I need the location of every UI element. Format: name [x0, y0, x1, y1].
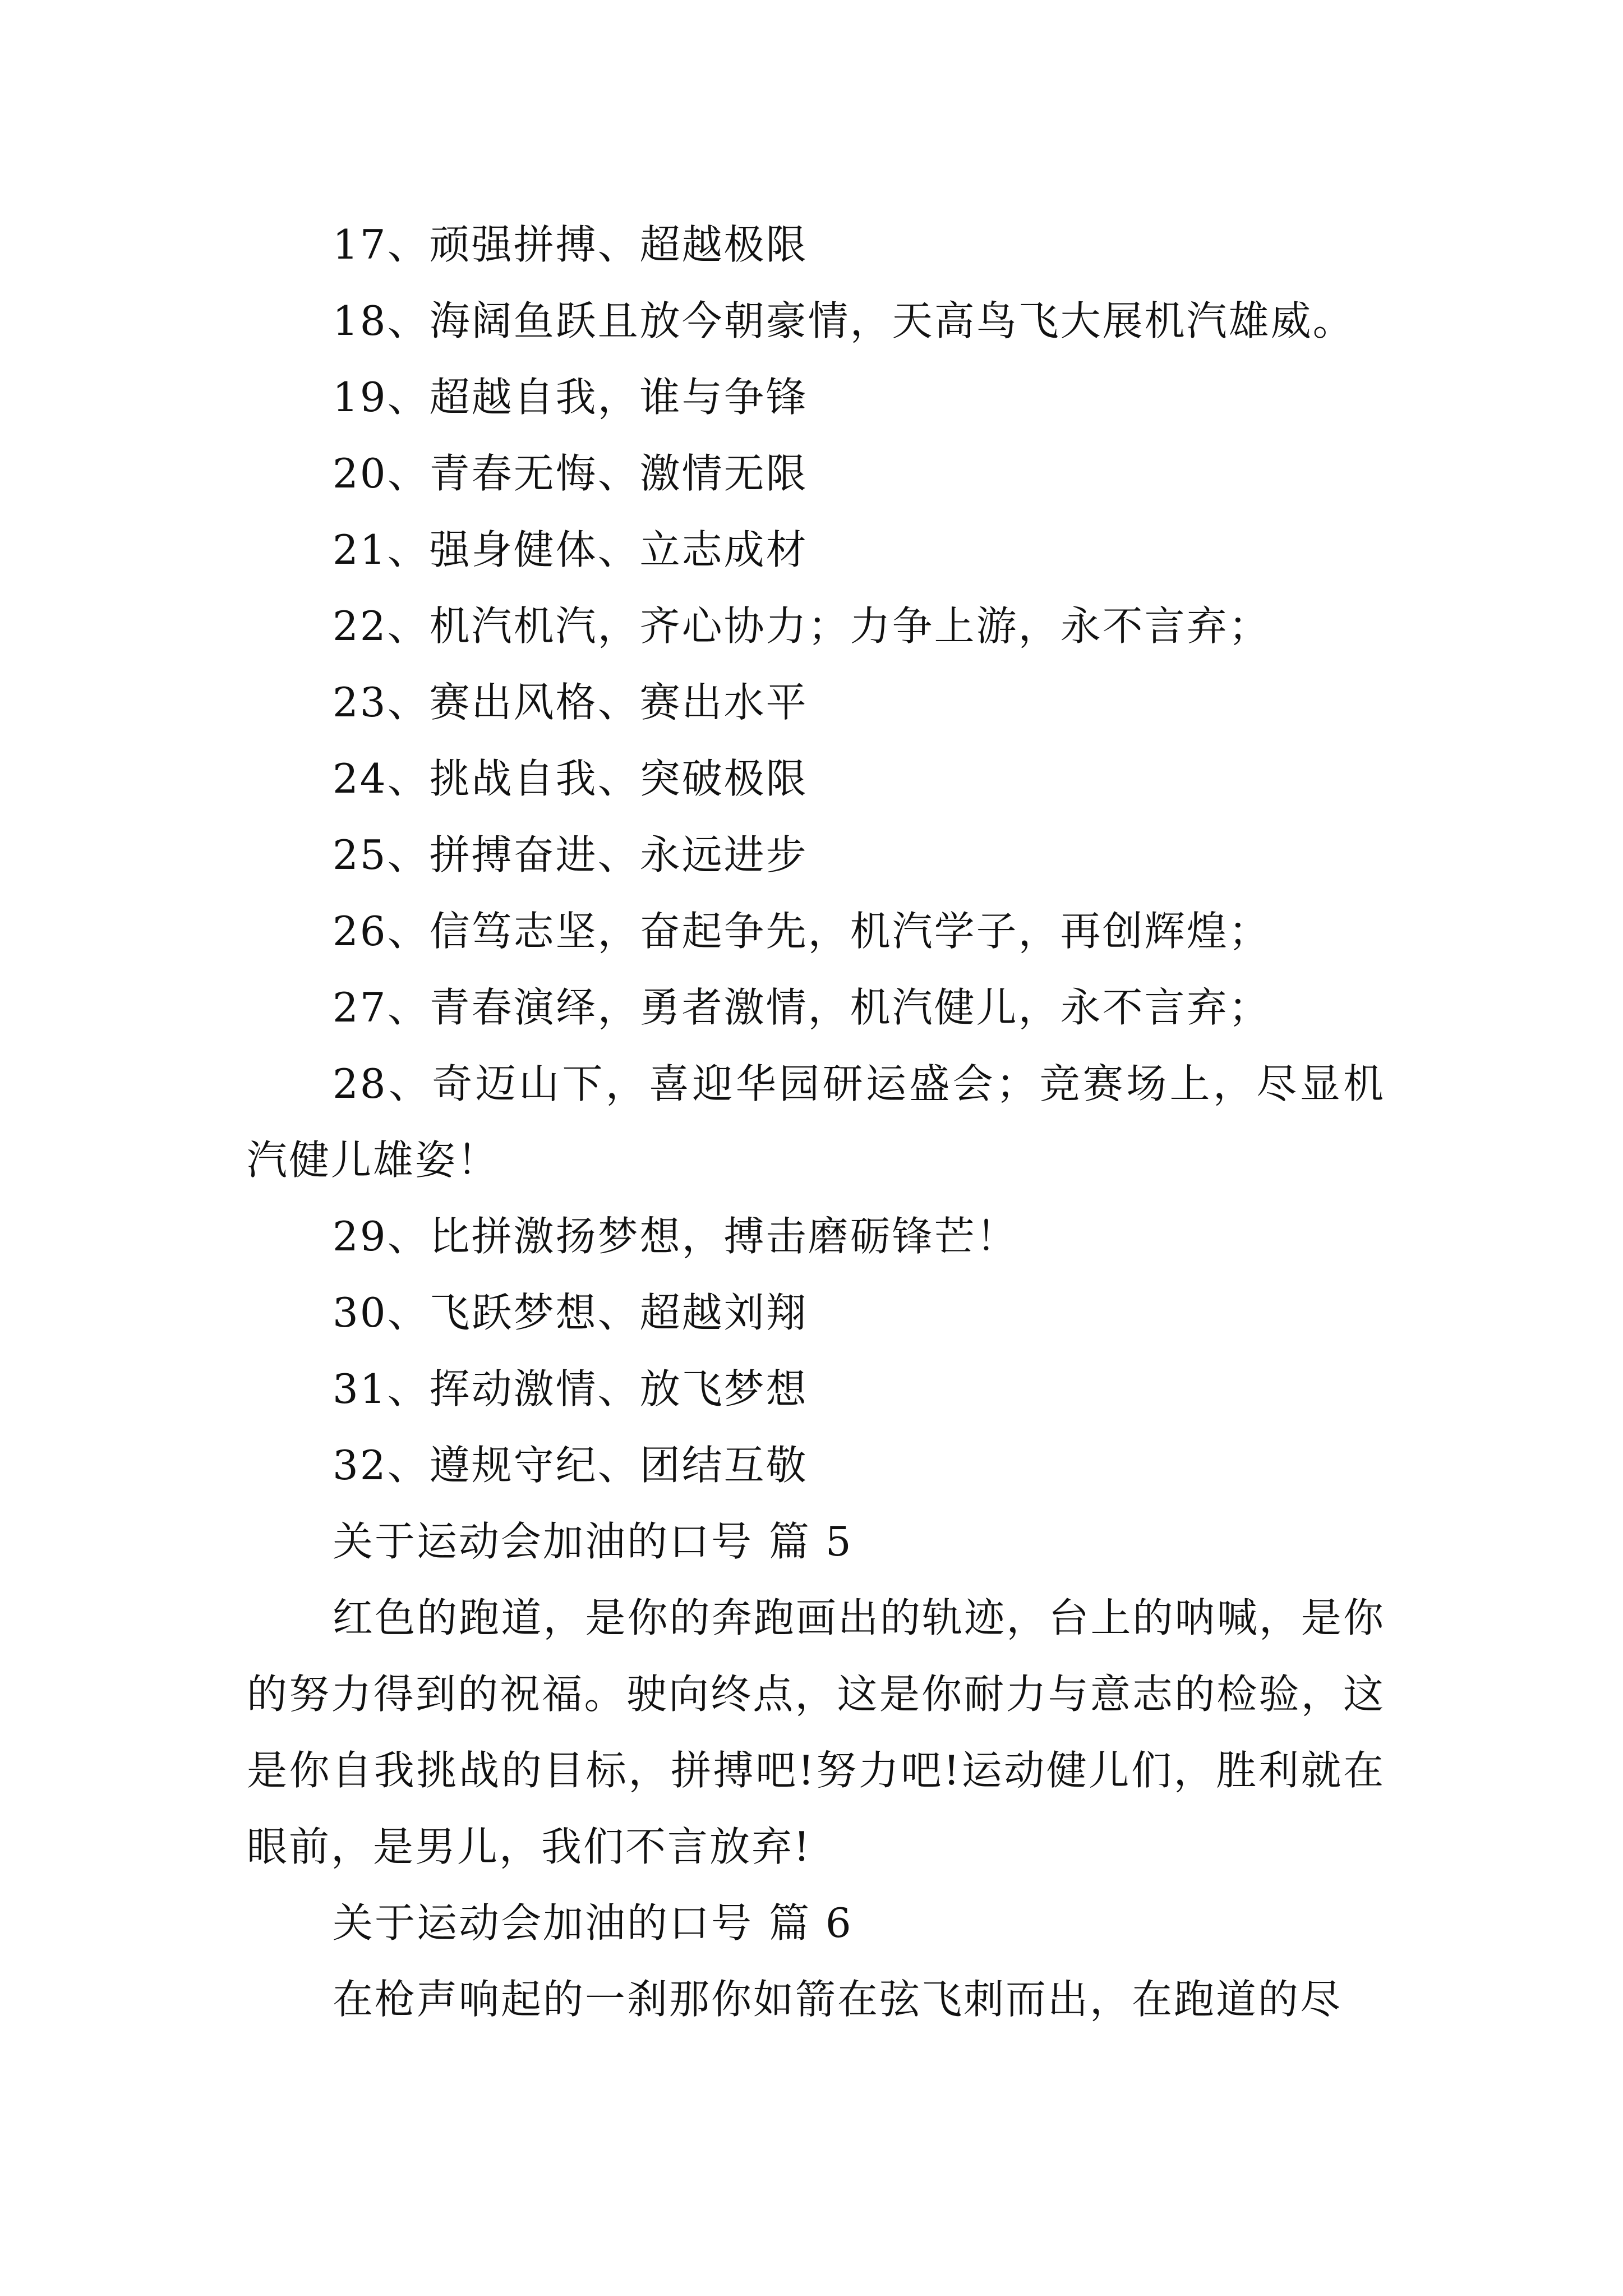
slogan-item-25: 25、拼搏奋进、永远进步	[333, 831, 808, 878]
slogan-item-29: 29、比拼激扬梦想，搏击磨砺锋芒！	[333, 1213, 1018, 1260]
section-5-heading	[247, 1503, 1385, 1580]
slogan-item-24: 24、挑战自我、突破极限	[333, 755, 808, 802]
slogan-item-30: 30、飞跃梦想、超越刘翔	[333, 1289, 808, 1336]
section-6-title: 关于运动会加油的口号	[333, 1899, 754, 1947]
slogan-item-21: 21、强身健体、立志成材	[333, 526, 808, 573]
section-6-heading	[247, 1885, 1385, 1961]
slogan-item-19: 19、超越自我，谁与争锋	[333, 374, 808, 421]
slogan-item-23: 23、赛出风格、赛出水平	[333, 679, 808, 726]
slogan-item-32: 32、遵规守纪、团结互敬	[333, 1442, 808, 1489]
section-6-paragraph: 在枪声响起的一刹那你如箭在弦飞刺而出，在跑道的尽	[333, 1976, 1343, 2023]
section-5-title: 关于运动会加油的口号	[333, 1518, 754, 1565]
slogan-item-22: 22、机汽机汽，齐心协力；力争上游，永不言弃；	[333, 602, 1271, 650]
slogan-item-28: 28、奇迈山下，喜迎华园研运盛会；竞赛场上，尽显机汽健儿雄姿！	[247, 1060, 1385, 1184]
slogan-item-27: 27、青春演绎，勇者激情，机汽健儿，永不言弃；	[333, 984, 1271, 1031]
slogan-item-20: 20、青春无悔、激情无限	[333, 450, 808, 497]
section-5-paragraph: 红色的跑道，是你的奔跑画出的轨迹，台上的呐喊，是你的努力得到的祝福。驶向终点，这是你耐力与意志的检验，这是你自我挑战的目标，拼搏吧!努力吧!运动健儿们，胜利就在眼前，是男儿，我们不言放弃!	[247, 1594, 1385, 1870]
slogan-item-17: 17、顽强拼搏、超越极限	[333, 221, 808, 268]
slogan-item-18: 18、海阔鱼跃且放今朝豪情，天高鸟飞大展机汽雄威。	[333, 297, 1355, 344]
section-6-number: 篇 6	[769, 1899, 853, 1947]
slogan-item-26: 26、信笃志坚，奋起争先，机汽学子，再创辉煌；	[333, 908, 1271, 955]
slogan-item-31: 31、挥动激情、放飞梦想	[333, 1365, 808, 1412]
document-body	[247, 206, 1385, 2037]
section-5-number: 篇 5	[769, 1518, 853, 1565]
